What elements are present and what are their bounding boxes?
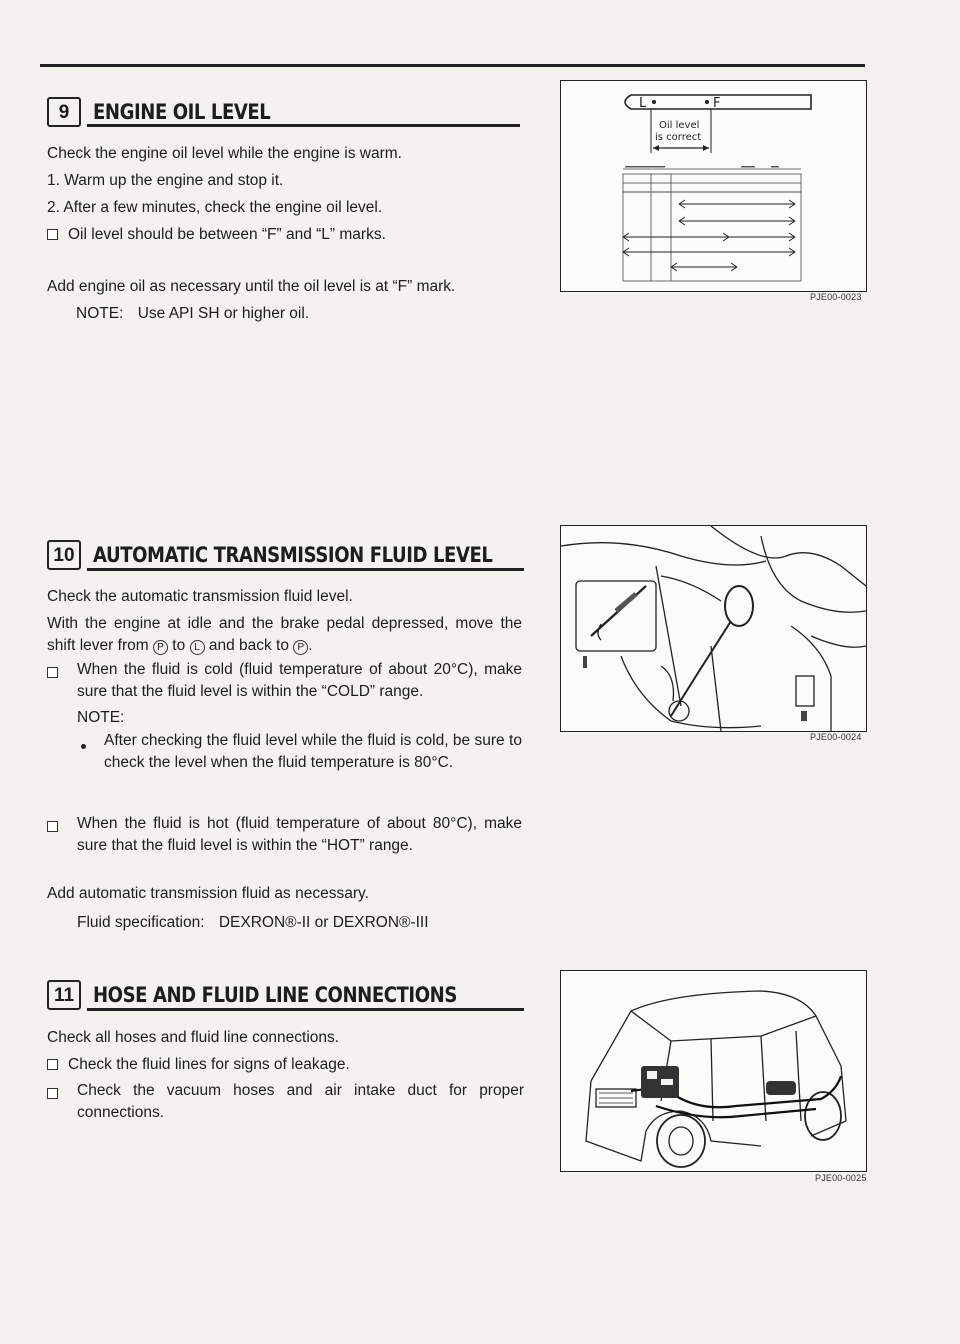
section-10-rule	[87, 568, 524, 571]
viscosity-table	[623, 169, 801, 281]
section-10-intro: Check the automatic transmission fluid level.	[47, 588, 353, 605]
figure-9-code: PJE00-0023	[810, 292, 862, 302]
p-position-icon: P	[153, 640, 168, 655]
section-9-note-label: NOTE:	[76, 305, 124, 322]
section-9-add: Add engine oil as necessary until the oil level is at “F” mark.	[47, 278, 456, 295]
check-2-text: Check the vacuum hoses and air intake duct for proper connections.	[77, 1082, 524, 1121]
section-10-title: AUTOMATIC TRANSMISSION FLUID LEVEL	[93, 543, 493, 567]
dipstick-f-mark: F	[713, 96, 721, 111]
section-10-note-bullet	[77, 730, 522, 774]
checkbox-icon	[47, 1059, 58, 1070]
callout-line-2: is correct	[655, 132, 702, 143]
callout-line-1: Oil level	[659, 120, 700, 131]
note-bullet-text: After checking the fluid level while the fluid is cold, be sure to check the level when the fluid temperature is 80°C.	[104, 732, 522, 771]
vehicle-figure	[560, 970, 867, 1172]
f-dot-icon	[705, 100, 709, 104]
section-9-note-text: Use API SH or higher oil.	[137, 305, 310, 322]
section-11-rule	[87, 1008, 524, 1011]
figure-11-code: PJE00-0025	[815, 1173, 867, 1183]
spec-value: DEXRON®-II or DEXRON®-III	[218, 914, 429, 931]
vehicle-hose-diagram	[561, 971, 866, 1171]
shift-back-text: and back to	[208, 637, 289, 654]
section-9-note	[76, 303, 309, 325]
section-9-title: ENGINE OIL LEVEL	[93, 100, 271, 124]
section-11-header	[47, 980, 516, 1010]
l-dot-icon	[652, 100, 656, 104]
section-11-title: HOSE AND FLUID LINE CONNECTIONS	[93, 983, 457, 1007]
l-position-icon: L	[190, 640, 205, 655]
oil-level-figure	[560, 80, 867, 292]
section-10-spec	[77, 912, 429, 934]
spec-label: Fluid specification:	[77, 914, 205, 931]
checkbox-icon	[47, 1088, 58, 1099]
viscosity-bars	[623, 200, 795, 271]
dipstick-chart-diagram	[561, 81, 866, 291]
figure-10-code: PJE00-0024	[810, 732, 862, 742]
front-wheel	[657, 1115, 705, 1167]
checkbox-icon	[47, 821, 58, 832]
section-11-number: 11	[47, 980, 81, 1010]
vehicle-body	[591, 991, 846, 1136]
dipstick-loop	[725, 586, 753, 626]
section-10-add: Add automatic transmission fluid as necessary.	[47, 885, 369, 902]
top-rule	[40, 64, 865, 67]
inset-box	[576, 581, 656, 651]
shift-end: .	[308, 637, 313, 654]
section-9-rule	[87, 124, 520, 127]
section-10-note-label: NOTE:	[77, 709, 125, 726]
section-9-step-2: 2. After a few minutes, check the engine oil level.	[47, 199, 383, 216]
cold-check-text: When the fluid is cold (fluid temperature of about 20°C), make sure that the fluid level is within the “COLD” range.	[77, 661, 522, 700]
section-10-shift	[47, 613, 522, 657]
p-position-icon-2: P	[293, 640, 308, 655]
section-11-check-1	[47, 1054, 350, 1076]
check-1-text: Check the fluid lines for signs of leakage.	[68, 1056, 350, 1073]
section-10-number: 10	[47, 540, 81, 570]
shift-to-text: to	[172, 637, 186, 654]
hot-check-text: When the fluid is hot (fluid temperature of about 80°C), make sure that the fluid level is within the “HOT” range.	[77, 815, 522, 854]
section-10-hot-check	[47, 813, 522, 857]
atf-figure	[560, 525, 867, 732]
checkbox-icon	[47, 667, 58, 678]
section-10-header	[47, 540, 558, 570]
atf-dipstick-diagram	[561, 526, 866, 731]
section-9-intro: Check the engine oil level while the engine is warm.	[47, 145, 402, 162]
section-10-cold-check	[47, 659, 522, 703]
section-11-intro: Check all hoses and fluid line connections.	[47, 1029, 340, 1046]
section-9-check-text: Oil level should be between “F” and “L” marks.	[68, 226, 386, 243]
section-9-check	[47, 224, 386, 246]
bullet-icon	[81, 744, 86, 749]
section-11-check-2	[47, 1080, 524, 1124]
checkbox-icon	[47, 229, 58, 240]
section-9-number: 9	[47, 97, 81, 127]
shift-text: With the engine at idle and the brake pedal depressed, move the shift lever from	[47, 615, 522, 654]
dipstick-l-mark: L	[639, 96, 647, 111]
section-9-step-1: 1. Warm up the engine and stop it.	[47, 172, 284, 189]
section-9-header	[47, 97, 299, 127]
